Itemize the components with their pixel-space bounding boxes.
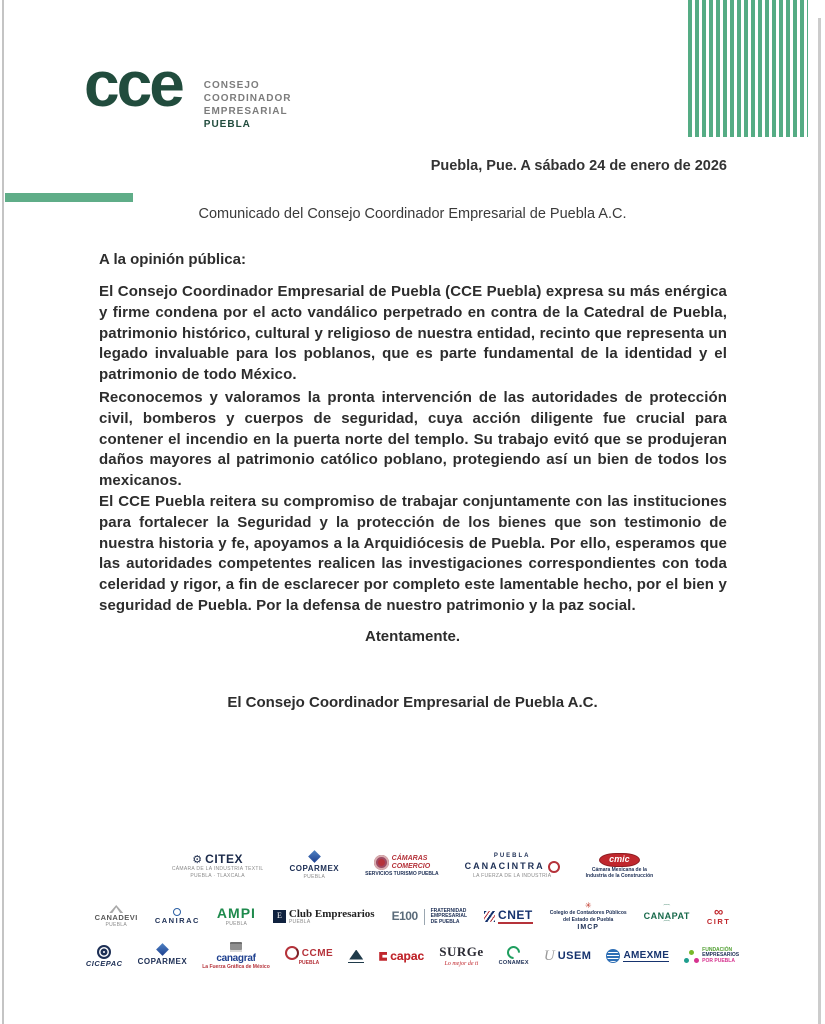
logo-canagraf: canagraf La Fuerza Gráfica de México — [202, 942, 270, 971]
paragraph-3: El CCE Puebla reitera su compromiso de trabajar conjuntamente con las instituciones para fortalecer la Seguridad y la protección de los bienes que son testimonio de nuestra historia y fe, apoyamos a la Arquidiócesis de Puebla. Por ello, esperamos que las autoridades competentes realicen las investigaciones correspondientes con toda celeridad y rigor, a fin de esclarecer por completo este lamentable hecho, por el bien y seguridad de Puebla. Por la defensa de nuestro patrimonio y la paz social. — [99, 493, 727, 614]
salutation: A la opinión pública: — [99, 251, 246, 268]
logo-city: PUEBLA — [203, 119, 251, 130]
logo-amexme: AMEXME — [606, 949, 669, 963]
cnet-stripes-icon — [484, 911, 495, 922]
logo-cicepac: CICEPAC — [86, 945, 123, 968]
cce-logo — [84, 48, 292, 130]
logo-imcp: ✳ Colegio de Contadores Públicos del Estado de Puebla IMCP — [549, 901, 627, 931]
logo-capac: capac — [379, 950, 424, 963]
logo-canadevi: CANADEVI PUEBLA — [95, 905, 138, 929]
logo-canirac: CANIRAC — [155, 908, 200, 925]
fundacion-triangle-icon — [684, 950, 699, 963]
closing: Atentamente. — [364, 628, 461, 645]
logo-fundacion-empresarios: FUNDACIÓN EMPRESARIOS POR PUEBLA — [684, 948, 739, 965]
capac-block-icon — [379, 952, 387, 961]
canirac-circle-icon — [173, 908, 181, 916]
cce-wordmark-icon: cce — [84, 48, 182, 120]
canagraf-press-icon — [230, 942, 242, 952]
pyramid-base-icon — [348, 962, 364, 964]
e100-divider — [424, 909, 425, 925]
logo-cirt: ∞ CIRT — [706, 904, 731, 927]
cmic-oval-icon: cmic — [599, 853, 640, 867]
canacintra-circle-icon — [548, 861, 560, 873]
logo-club-empresarios: E Club Empresarios PUEBLA — [273, 908, 375, 926]
logo-usem: U USEM — [543, 948, 592, 965]
footer-logos-row-3 — [0, 942, 825, 971]
imcp-sun-icon: ✳ — [584, 901, 592, 910]
citex-gears-icon: ⚙ — [192, 853, 203, 866]
camaras-emblem-icon — [374, 855, 389, 870]
cicepac-emblem-icon — [97, 945, 111, 959]
green-accent-bar — [5, 193, 133, 202]
decorative-stripes — [688, 0, 808, 137]
logo-conamex: CONAMEX — [499, 946, 529, 966]
club-empresarios-monogram-icon: E — [273, 910, 286, 923]
logo-coparmex-puebla: COPARMEX PUEBLA — [290, 852, 340, 880]
logo-pyramid — [348, 950, 364, 964]
letter-title: Comunicado del Consejo Coordinador Empresarial de Puebla A.C. — [198, 206, 627, 222]
logo-citex: ⚙ CITEX CÁMARA DE LA INDUSTRIA TEXTIL PUEBLA · TLAXCALA — [171, 852, 264, 879]
logo-e100: E100 FRATERNIDAD EMPRESARIAL DE PUEBLA — [391, 907, 468, 925]
logo-ccme: CCME PUEBLA — [285, 946, 333, 967]
pyramid-icon — [349, 950, 363, 960]
conamex-crescent-icon — [505, 944, 523, 962]
logo-surge: SURGe Lo mejor de ti — [439, 944, 484, 967]
logo-cmic: cmic Cámara Mexicana de la Industria de la Construcción — [585, 853, 654, 880]
canapat-swoosh-bottom-icon: ⌒ — [663, 920, 671, 928]
logo-line-2: COORDINADOR — [203, 93, 292, 104]
amexme-globe-icon — [606, 949, 620, 963]
cirt-infinity-icon: ∞ — [713, 904, 724, 920]
footer-logos-row-1 — [0, 852, 825, 880]
logo-coparmex: COPARMEX — [138, 945, 188, 967]
canadevi-roof-icon — [109, 905, 123, 913]
coparmex-diamond-icon — [308, 850, 321, 863]
logo-ampi: AMPI PUEBLA — [216, 904, 256, 928]
logo-canapat: ⌒ CANAPAT ⌒ — [643, 905, 690, 928]
logo-camaras-comercio: CÁMARAS COMERCIO SERVICIOS TURISMO PUEBLA — [365, 855, 439, 877]
usem-script-u-icon: U — [543, 948, 555, 965]
cce-logo-text — [204, 80, 292, 130]
logo-canacintra: PUEBLA CANACINTRA LA FUERZA DE LA INDUSTRIA — [465, 853, 560, 879]
logo-line-1: CONSEJO — [203, 80, 260, 91]
logo-line-3: EMPRESARIAL — [203, 106, 288, 117]
date-line: Puebla, Pue. A sábado 24 de enero de 2026 — [430, 158, 727, 174]
logo-cnet: CNET — [484, 909, 533, 924]
signature: El Consejo Coordinador Empresarial de Puebla A.C. — [227, 694, 598, 711]
footer-logos-row-2 — [0, 902, 825, 932]
canapat-swoosh-icon: ⌒ — [663, 905, 671, 913]
paragraph-2: Reconocemos y valoramos la pronta intervención de las autoridades de protección civil, bomberos y cuerpos de seguridad, cuya acción diligente fue crucial para contener el incendio en la puerta norte del templo. Su trabajo evitó que se produjeran daños mayores al patrimonio católico poblano, protegiendo así un bien de todos los mexicanos. — [99, 389, 727, 490]
coparmex-diamond-icon — [156, 943, 169, 956]
paragraph-1: El Consejo Coordinador Empresarial de Puebla (CCE Puebla) expresa su más enérgica y firme condena por el acto vandálico perpetrado en contra de la Catedral de Puebla, patrimonio histórico, cultural y religioso de nuestra entidad, recinto que representa un legado invaluable para los poblanos, que es parte fundamental de la identidad y el patrimonio de todo México. — [99, 283, 727, 384]
ccme-ring-icon — [285, 946, 299, 960]
